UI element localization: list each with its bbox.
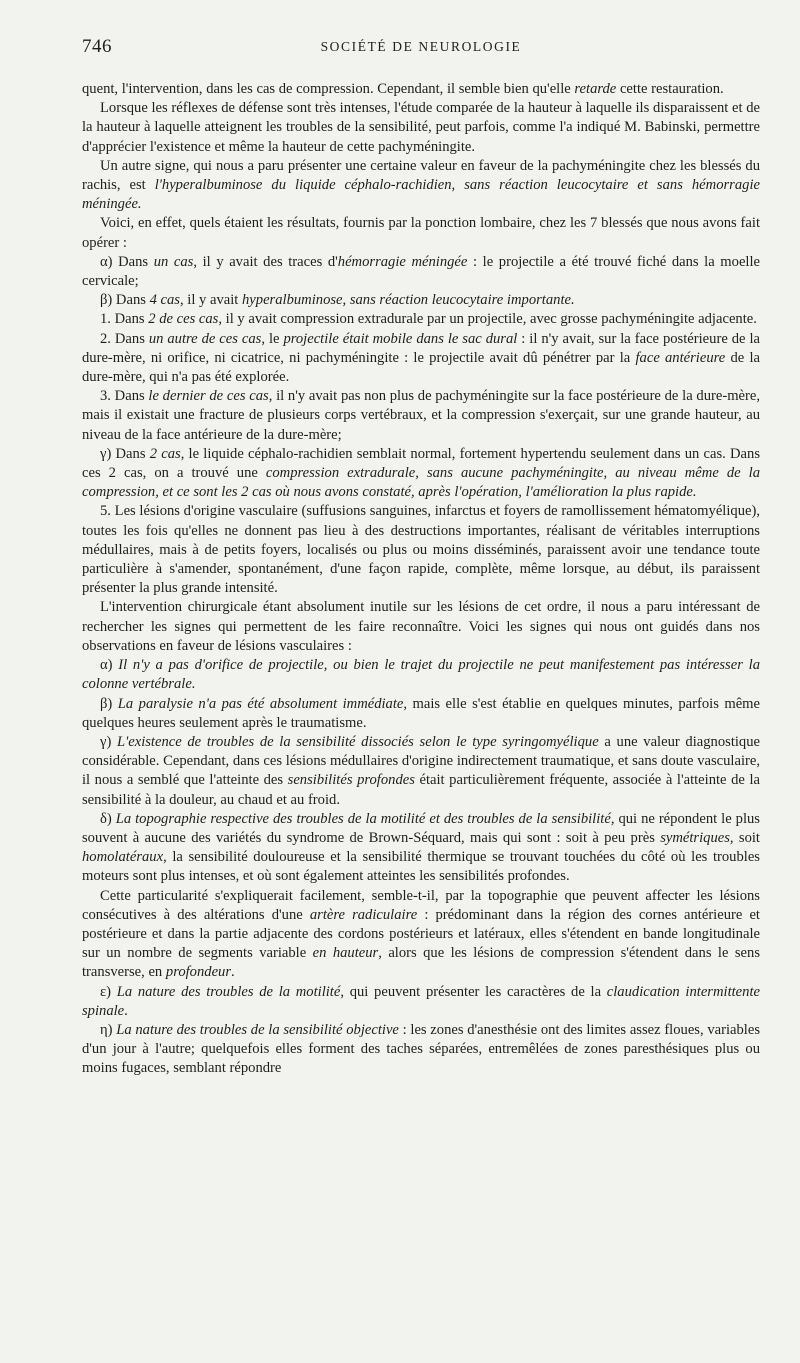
paragraph <box>82 291 760 310</box>
italic-run: retarde <box>574 81 617 97</box>
text-run: Voici, en effet, quels étaient les résultats, fournis par la ponction lombaire, chez les 7 blessés que nous avons fait opérer : <box>82 215 760 251</box>
text-run: : il n'y avait, sur la face postérieure de la dure-mère, ni orifice, ni cicatrice, ni pachyméningite : le projectile avait dû pénétrer par la <box>82 330 760 366</box>
italic-run: le dernier de ces cas <box>148 388 269 405</box>
italic-run: symétriques <box>660 829 730 846</box>
text-run: 2. Dans <box>100 330 149 347</box>
italic-run: claudication intermittente spinale <box>82 983 760 1019</box>
text-run: . <box>124 1002 128 1019</box>
text-run: : le projectile a été trouvé fiché dans la moelle cervicale; <box>82 253 761 290</box>
italic-run: l'hyperalbuminose du liquide céphalo-rachidien, sans réaction leucocytaire et sans hémorragie méningée. <box>82 177 760 213</box>
paragraph <box>82 695 760 733</box>
text-run: a une valeur diagnostique considérable. Cependant, dans ces lésions médullaires d'origine indirectement traumatique, et sans doute vasculaire, il nous a semblé que l'atteinte des <box>82 733 760 789</box>
paragraph <box>82 598 760 656</box>
text-run: Lorsque les réflexes de défense sont très intenses, l'étude comparée de la hauteur à laquelle ils disparaissent et de la hauteur à laquelle atteignent les troubles de la sensibilité, peut parfois, comme l'a indiqué M. Babinski, permettre d'apprécier l'existence et même la hauteur de cette pachyméningite. <box>82 100 760 155</box>
text-run: , soit <box>729 829 760 846</box>
italic-run: La paralysie n'a pas été absolument immédiate <box>117 695 404 712</box>
text-run: cette restauration. <box>616 81 724 97</box>
text-run: 3. Dans <box>100 388 149 405</box>
paragraph <box>82 887 760 983</box>
text-run: Cette particularité s'expliquerait facilement, semble-t-il, par la topographie que peuvent affecter les lésions consécutives à des altérations d'une <box>82 887 760 923</box>
italic-run: hémorragie méningée <box>337 253 468 270</box>
text-run: qui ne répondent le plus souvent à aucune des variétés du syndrome de Brown-Séquard, mais qui sont : soit à peu près <box>82 810 760 846</box>
journal-title: SOCIÉTÉ DE NEUROLOGIE <box>320 39 522 54</box>
paragraph <box>82 80 760 99</box>
paragraph <box>82 733 760 810</box>
text-run: , il y avait <box>179 292 242 309</box>
text-run: , mais elle s'est établie en quelques minutes, parfois même quelques heures seulement après le traumatisme. <box>82 695 760 731</box>
italic-run: La nature des troubles de la sensibilité objective <box>116 1021 399 1038</box>
paragraph <box>82 1021 760 1079</box>
text-run: Un autre signe, qui nous a paru présenter une certaine valeur en faveur de la pachyméningite chez les blessés du rachis, est <box>82 157 760 194</box>
paragraph <box>82 387 760 445</box>
paragraph <box>82 983 760 1021</box>
body-text <box>82 80 760 1079</box>
text-run: : prédominant dans la région des cornes antérieure et postérieure et dans la partie adjacente des cordons postérieurs et latéraux, elles s'étendent en bande longitudinale sur un nombre de segments variable <box>82 906 760 962</box>
page-number: 746 <box>82 36 112 57</box>
text-run: de la dure-mère, qui n'a pas été explorée. <box>82 349 760 386</box>
italic-run: 2 cas <box>149 445 181 462</box>
paragraph <box>82 157 760 215</box>
text-run: , le <box>261 330 284 347</box>
italic-run: artère radiculaire <box>309 906 418 923</box>
italic-run: La nature des troubles de la motilité <box>116 983 341 1000</box>
italic-run: compression extradurale, sans aucune pachyméningite, au niveau même de la compression, et ce sont les 2 cas où nous avons constaté, après l'opération, l'amélioration la plus rapide. <box>82 465 760 501</box>
italic-run: un autre de ces cas <box>148 330 262 347</box>
text-run: 1. Dans <box>100 311 149 328</box>
text-run: , la sensibilité douloureuse et la sensibilité thermique se trouvant touchées du côté où les troubles moteurs sont plus intenses, et où sont également atteintes les sensibilités profondes. <box>82 849 760 885</box>
paragraph <box>82 253 760 291</box>
text-run: quent, l'intervention, dans les cas de compression. Cependant, il semble bien qu'elle <box>82 81 575 97</box>
text-run: δ) <box>100 810 116 827</box>
text-run: , alors que les lésions de compression s'étendent dans le sens transverse, en <box>82 945 761 981</box>
text-run: , il y avait compression extradurale par un projectile, avec grosse pachyméningite adjacente. <box>218 311 757 328</box>
text-run: γ) Dans <box>100 445 150 462</box>
paragraph <box>82 445 760 503</box>
italic-run: face antérieure <box>635 349 726 366</box>
italic-run: homolatéraux <box>82 849 164 866</box>
paragraph <box>82 656 760 694</box>
text-run: η) <box>100 1021 117 1038</box>
text-run: α) Dans <box>100 253 154 270</box>
italic-run: Il n'y a pas d'orifice de projectile, ou bien le trajet du projectile ne peut manifestement pas intéresser la colonne vertébrale. <box>82 657 760 693</box>
italic-run: un cas <box>153 253 194 270</box>
text-run: γ) <box>100 733 117 750</box>
text-run: était particulièrement fréquente, associée à l'atteinte de la sensibilité à la douleur, au chaud et au froid. <box>82 772 760 808</box>
text-run: , le liquide céphalo-rachidien semblait normal, fortement hypertendu seulement dans un cas. Dans ces 2 cas, on a trouvé une <box>82 445 760 482</box>
italic-run: en hauteur <box>312 945 379 962</box>
italic-run: profondeur <box>165 964 232 981</box>
italic-run: hyperalbuminose, sans réaction leucocytaire importante. <box>242 292 575 309</box>
paragraph <box>82 310 760 329</box>
text-run: , qui peuvent présenter les caractères de la <box>340 983 607 1000</box>
text-run: , il y avait des traces d' <box>193 253 338 270</box>
text-run: ε) <box>100 983 117 1000</box>
text-run: , il n'y avait pas non plus de pachyméningite sur la face postérieure de la dure-mère, mais il existait une fracture de plusieurs corps vertébraux, et la compression s'exerçait, sur une grande hauteur, au niveau de la face antérieure de la dure-mère; <box>82 388 761 443</box>
text-run: 5. Les lésions d'origine vasculaire (suffusions sanguines, infarctus et foyers de ramollissement hématomyélique), toutes les fois qu'elles ne donnent pas lieu à des destructions importantes, réalisant de véritables interruptions médullaires, mais à de petits foyers, localisés ou plus ou moins disséminés, paraissent avoir une tendance toute particulière à s'amender, spontanément, d'une façon rapide, complète, même lorsque, au début, ils paraissent présenter la plus grande intensité. <box>82 503 760 597</box>
italic-run: 4 cas <box>149 292 180 309</box>
italic-run: La topographie respective des troubles de la motilité et des troubles de la sensibilité, <box>115 810 615 827</box>
text-run: L'intervention chirurgicale étant absolument inutile sur les lésions de cet ordre, il nous a paru intéressant de rechercher les signes qui permettent de les faire reconnaître. Voici les signes qui nous ont guidés dans nos observations en faveur de lésions vasculaires : <box>82 599 760 654</box>
text-run: α) <box>100 657 119 674</box>
running-header <box>82 34 760 56</box>
text-run: : les zones d'anesthésie ont des limites assez floues, variables d'un jour à l'autre; quelquefois elles forment des taches séparées, entremêlées de zones paresthésiques plus ou moins fugaces, semblant répondre <box>82 1021 761 1077</box>
paragraph <box>82 810 760 887</box>
paragraph <box>82 214 760 252</box>
text-run: β) Dans <box>100 292 150 309</box>
italic-run: projectile était mobile dans le sac dural <box>283 330 518 347</box>
text-run: β) <box>100 695 118 712</box>
text-run: . <box>231 964 235 981</box>
paragraph <box>82 330 760 388</box>
italic-run: 2 de ces cas <box>148 311 219 328</box>
italic-run: sensibilités profondes <box>287 772 415 789</box>
paragraph <box>82 99 760 157</box>
italic-run: L'existence de troubles de la sensibilité dissociés selon le type syringomyélique <box>117 733 599 750</box>
paragraph <box>82 502 760 598</box>
